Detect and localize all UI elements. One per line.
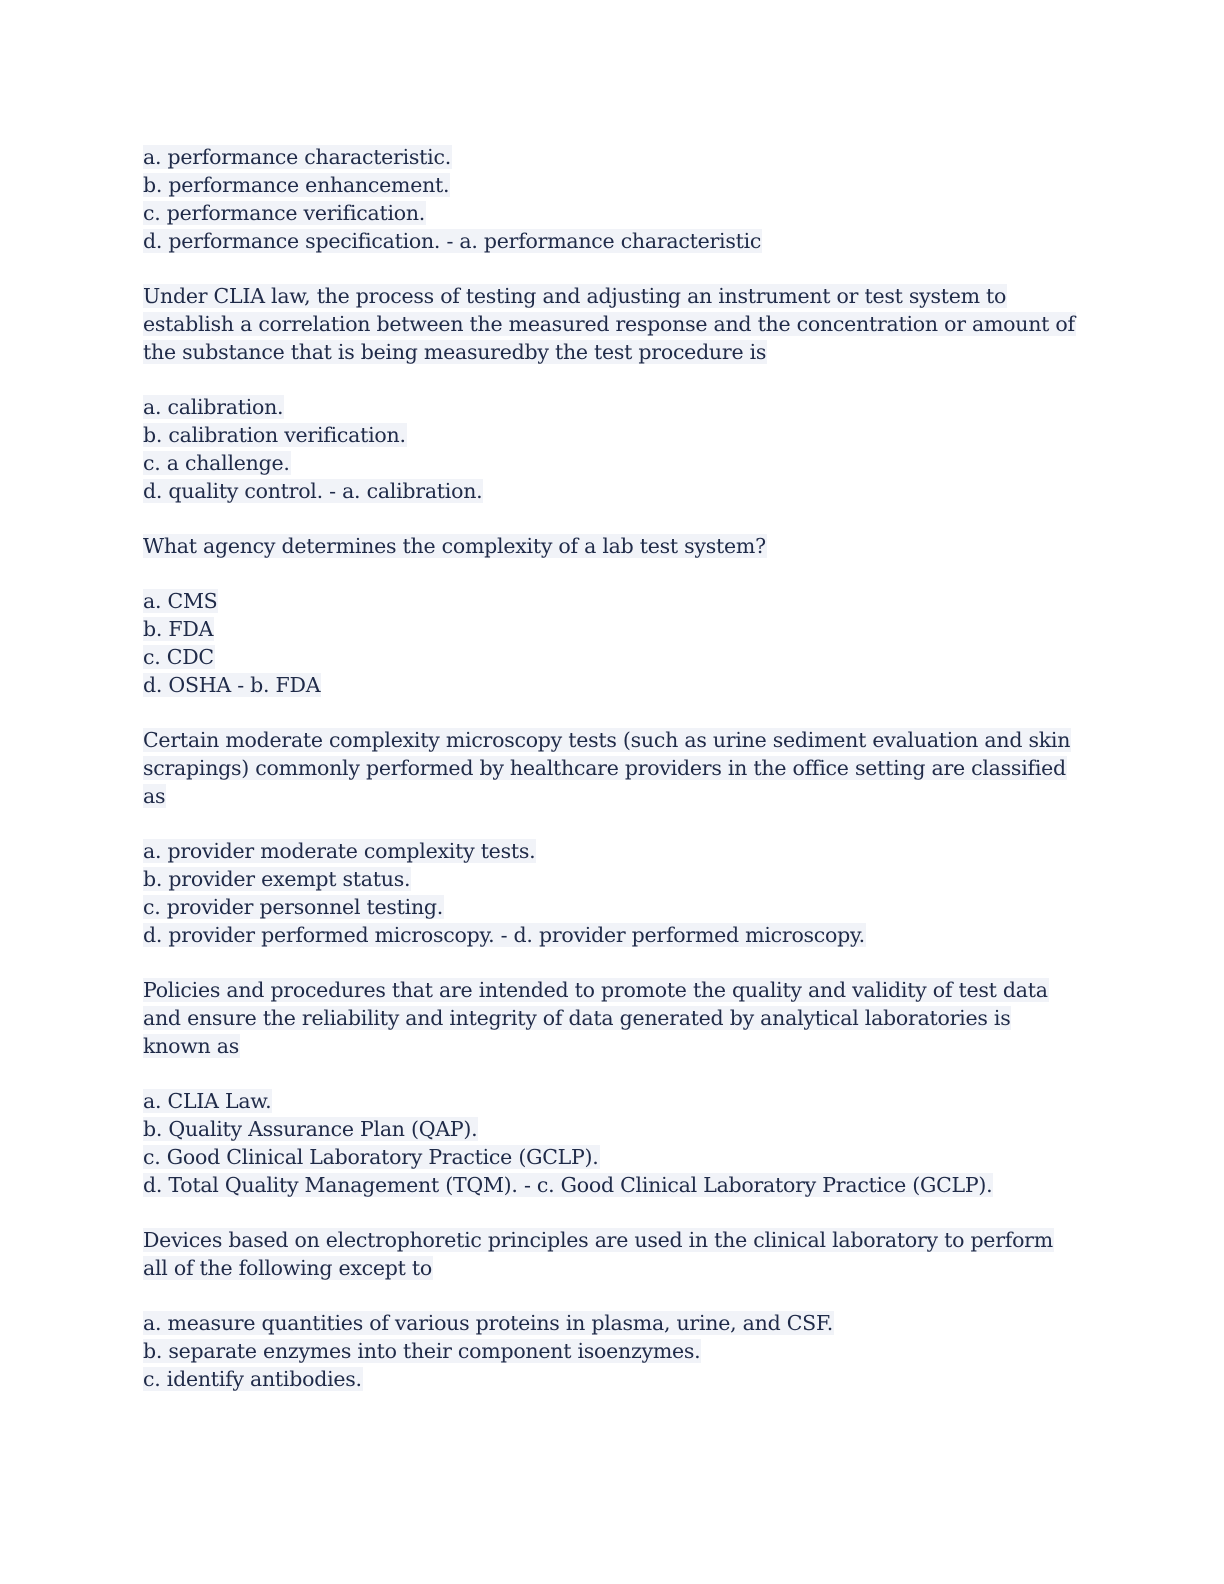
option-line: a. CLIA Law. — [143, 1089, 272, 1113]
option-line: a. performance characteristic. — [143, 145, 451, 169]
answer-options-block — [143, 1309, 1083, 1393]
option-line: b. separate enzymes into their component isoenzymes. — [143, 1339, 701, 1363]
option-line: c. performance verification. — [143, 201, 426, 225]
question-line: What agency determines the complexity of a lab test system? — [143, 534, 766, 558]
option-line: c. provider personnel testing. — [143, 895, 444, 919]
question-line: Devices based on electrophoretic principles are used in the clinical laboratory to perform — [143, 1228, 1053, 1252]
question-block — [143, 282, 1083, 366]
answer-options-block — [143, 1087, 1083, 1199]
option-line: a. CMS — [143, 589, 218, 613]
option-line-with-answer: d. quality control. - a. calibration. — [143, 479, 483, 503]
option-line-with-answer: d. Total Quality Management (TQM). - c. Good Clinical Laboratory Practice (GCLP). — [143, 1173, 993, 1197]
option-line: b. provider exempt status. — [143, 867, 411, 891]
question-line: known as — [143, 1034, 239, 1058]
option-line-with-answer: d. OSHA - b. FDA — [143, 673, 321, 697]
option-line: c. CDC — [143, 645, 214, 669]
question-line: all of the following except to — [143, 1256, 432, 1280]
option-line: b. calibration verification. — [143, 423, 406, 447]
answer-options-block — [143, 587, 1083, 699]
question-line: and ensure the reliability and integrity of data generated by analytical laboratories is — [143, 1006, 1011, 1030]
question-line: Policies and procedures that are intended to promote the quality and validity of test data — [143, 978, 1048, 1002]
question-line: scrapings) commonly performed by healthcare providers in the office setting are classified — [143, 756, 1066, 780]
question-block — [143, 976, 1083, 1060]
question-line: establish a correlation between the measured response and the concentration or amount of — [143, 312, 1075, 336]
option-line: b. FDA — [143, 617, 214, 641]
question-line: Certain moderate complexity microscopy tests (such as urine sediment evaluation and skin — [143, 728, 1071, 752]
question-line: Under CLIA law, the process of testing and adjusting an instrument or test system to — [143, 284, 1007, 308]
option-line: a. calibration. — [143, 395, 284, 419]
option-line-with-answer: d. provider performed microscopy. - d. provider performed microscopy. — [143, 923, 865, 947]
question-block — [143, 726, 1083, 810]
option-line: c. Good Clinical Laboratory Practice (GCLP). — [143, 1145, 599, 1169]
option-line: c. identify antibodies. — [143, 1367, 362, 1391]
document-page — [143, 143, 1083, 1420]
answer-options-block — [143, 143, 1083, 255]
question-block — [143, 1226, 1083, 1282]
option-line: c. a challenge. — [143, 451, 290, 475]
option-line: a. provider moderate complexity tests. — [143, 839, 536, 863]
option-line-with-answer: d. performance specification. - a. performance characteristic — [143, 229, 762, 253]
option-line: a. measure quantities of various proteins in plasma, urine, and CSF. — [143, 1311, 833, 1335]
answer-options-block — [143, 393, 1083, 505]
option-line: b. performance enhancement. — [143, 173, 450, 197]
question-line: as — [143, 784, 166, 808]
answer-options-block — [143, 837, 1083, 949]
question-line: the substance that is being measuredby the test procedure is — [143, 340, 767, 364]
option-line: b. Quality Assurance Plan (QAP). — [143, 1117, 478, 1141]
question-block — [143, 532, 1083, 560]
